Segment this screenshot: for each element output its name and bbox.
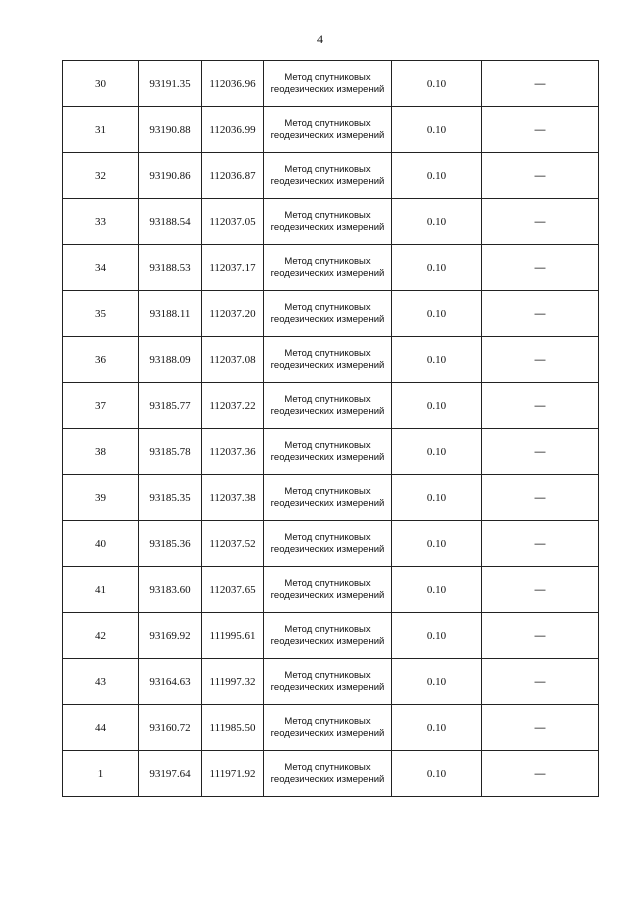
table-row bbox=[63, 475, 599, 521]
table-row bbox=[63, 659, 599, 705]
point-number-cell-value: 42 bbox=[95, 629, 106, 642]
method-text-line: Метод спутниковых bbox=[284, 163, 371, 175]
table-row bbox=[63, 751, 599, 797]
coordinate-x-cell bbox=[139, 107, 202, 153]
method-text-line: Метод спутниковых bbox=[284, 577, 371, 589]
coordinate-x-cell-value: 93160.72 bbox=[149, 721, 191, 734]
coordinate-x-cell bbox=[139, 751, 202, 797]
coordinate-y-cell bbox=[202, 567, 264, 613]
method-text-line: Метод спутниковых bbox=[284, 209, 371, 221]
method-cell bbox=[264, 383, 392, 429]
description-cell bbox=[482, 429, 599, 475]
accuracy-cell-value: 0.10 bbox=[426, 261, 447, 274]
coordinate-y-cell-value: 111971.92 bbox=[209, 767, 256, 780]
point-number-cell-value: 33 bbox=[95, 215, 106, 228]
description-cell-value: — bbox=[534, 767, 546, 780]
coordinate-y-cell-value: 112037.20 bbox=[209, 307, 256, 320]
description-cell bbox=[482, 199, 599, 245]
description-cell bbox=[482, 705, 599, 751]
method-cell bbox=[264, 613, 392, 659]
method-text-line: геодезических измерений bbox=[270, 175, 385, 187]
description-cell-value: — bbox=[534, 491, 546, 504]
accuracy-cell-value: 0.10 bbox=[426, 77, 447, 90]
description-cell-value: — bbox=[534, 537, 546, 550]
coordinate-y-cell bbox=[202, 199, 264, 245]
table-row bbox=[63, 245, 599, 291]
table-row bbox=[63, 199, 599, 245]
point-number-cell-value: 39 bbox=[95, 491, 106, 504]
table-row bbox=[63, 383, 599, 429]
accuracy-cell-value: 0.10 bbox=[426, 721, 447, 734]
accuracy-cell-value: 0.10 bbox=[426, 169, 447, 182]
coordinate-y-cell-value: 112037.08 bbox=[209, 353, 256, 366]
accuracy-cell bbox=[392, 659, 482, 705]
accuracy-cell bbox=[392, 705, 482, 751]
accuracy-cell bbox=[392, 61, 482, 107]
point-number-cell-value: 38 bbox=[95, 445, 106, 458]
method-text-line: геодезических измерений bbox=[270, 543, 385, 555]
accuracy-cell-value: 0.10 bbox=[426, 629, 447, 642]
method-text-line: Метод спутниковых bbox=[284, 393, 371, 405]
description-cell bbox=[482, 475, 599, 521]
method-cell bbox=[264, 153, 392, 199]
coordinate-x-cell-value: 93183.60 bbox=[149, 583, 191, 596]
method-text-line: геодезических измерений bbox=[270, 497, 385, 509]
method-cell bbox=[264, 659, 392, 705]
accuracy-cell-value: 0.10 bbox=[426, 353, 447, 366]
point-number-cell-value: 31 bbox=[95, 123, 106, 136]
method-text-line: Метод спутниковых bbox=[284, 301, 371, 313]
accuracy-cell-value: 0.10 bbox=[426, 445, 447, 458]
point-number-cell-value: 44 bbox=[95, 721, 106, 734]
method-cell bbox=[264, 291, 392, 337]
method-cell bbox=[264, 337, 392, 383]
coordinate-y-cell-value: 112037.05 bbox=[209, 215, 256, 228]
description-cell-value: — bbox=[534, 169, 546, 182]
description-cell-value: — bbox=[534, 307, 546, 320]
coordinate-x-cell-value: 93190.86 bbox=[149, 169, 191, 182]
description-cell-value: — bbox=[534, 353, 546, 366]
description-cell bbox=[482, 107, 599, 153]
description-cell bbox=[482, 153, 599, 199]
coordinate-y-cell-value: 111995.61 bbox=[209, 629, 256, 642]
accuracy-cell-value: 0.10 bbox=[426, 307, 447, 320]
point-number-cell-value: 34 bbox=[95, 261, 106, 274]
accuracy-cell bbox=[392, 613, 482, 659]
coordinate-x-cell-value: 93185.35 bbox=[149, 491, 191, 504]
coordinate-y-cell bbox=[202, 337, 264, 383]
coordinate-x-cell bbox=[139, 245, 202, 291]
coordinate-y-cell bbox=[202, 659, 264, 705]
method-text-line: Метод спутниковых bbox=[284, 623, 371, 635]
point-number-cell bbox=[63, 429, 139, 475]
coordinate-y-cell-value: 112037.52 bbox=[209, 537, 256, 550]
coordinate-x-cell bbox=[139, 199, 202, 245]
description-cell bbox=[482, 245, 599, 291]
accuracy-cell bbox=[392, 291, 482, 337]
method-text-line: геодезических измерений bbox=[270, 451, 385, 463]
method-text-line: Метод спутниковых bbox=[284, 439, 371, 451]
point-number-cell-value: 37 bbox=[95, 399, 106, 412]
table-row bbox=[63, 337, 599, 383]
point-number-cell bbox=[63, 199, 139, 245]
point-number-cell bbox=[63, 153, 139, 199]
description-cell-value: — bbox=[534, 399, 546, 412]
accuracy-cell-value: 0.10 bbox=[426, 491, 447, 504]
accuracy-cell-value: 0.10 bbox=[426, 399, 447, 412]
coordinate-y-cell bbox=[202, 521, 264, 567]
coordinate-x-cell bbox=[139, 613, 202, 659]
point-number-cell bbox=[63, 245, 139, 291]
accuracy-cell-value: 0.10 bbox=[426, 215, 447, 228]
coordinate-y-cell-value: 111997.32 bbox=[209, 675, 256, 688]
method-text-line: геодезических измерений bbox=[270, 773, 385, 785]
coordinate-y-cell-value: 112037.36 bbox=[209, 445, 256, 458]
point-number-cell bbox=[63, 659, 139, 705]
coordinate-x-cell-value: 93190.88 bbox=[149, 123, 191, 136]
coordinate-x-cell bbox=[139, 567, 202, 613]
table-row bbox=[63, 153, 599, 199]
description-cell bbox=[482, 61, 599, 107]
point-number-cell-value: 41 bbox=[95, 583, 106, 596]
method-text-line: геодезических измерений bbox=[270, 681, 385, 693]
accuracy-cell-value: 0.10 bbox=[426, 675, 447, 688]
method-text-line: геодезических измерений bbox=[270, 359, 385, 371]
point-number-cell bbox=[63, 567, 139, 613]
accuracy-cell bbox=[392, 383, 482, 429]
method-cell bbox=[264, 521, 392, 567]
method-cell bbox=[264, 61, 392, 107]
point-number-cell-value: 1 bbox=[97, 767, 104, 780]
method-text-line: геодезических измерений bbox=[270, 589, 385, 601]
coordinate-x-cell-value: 93188.09 bbox=[149, 353, 191, 366]
accuracy-cell bbox=[392, 245, 482, 291]
coordinate-x-cell-value: 93164.63 bbox=[149, 675, 191, 688]
accuracy-cell-value: 0.10 bbox=[426, 537, 447, 550]
coordinate-y-cell-value: 112036.87 bbox=[209, 169, 256, 182]
description-cell-value: — bbox=[534, 445, 546, 458]
table-row bbox=[63, 61, 599, 107]
coordinate-x-cell-value: 93188.53 bbox=[149, 261, 191, 274]
method-text-line: геодезических измерений bbox=[270, 129, 385, 141]
method-cell bbox=[264, 475, 392, 521]
coordinate-x-cell bbox=[139, 659, 202, 705]
coordinate-x-cell-value: 93185.36 bbox=[149, 537, 191, 550]
coordinate-x-cell-value: 93185.77 bbox=[149, 399, 191, 412]
coordinate-x-cell bbox=[139, 705, 202, 751]
coordinate-x-cell bbox=[139, 521, 202, 567]
method-text-line: Метод спутниковых bbox=[284, 531, 371, 543]
table-row bbox=[63, 567, 599, 613]
coordinate-y-cell bbox=[202, 61, 264, 107]
point-number-cell bbox=[63, 291, 139, 337]
accuracy-cell bbox=[392, 199, 482, 245]
method-text-line: геодезических измерений bbox=[270, 405, 385, 417]
coordinate-x-cell bbox=[139, 429, 202, 475]
page-number: 4 bbox=[317, 32, 323, 46]
point-number-cell bbox=[63, 61, 139, 107]
coordinate-y-cell bbox=[202, 245, 264, 291]
coordinate-y-cell-value: 112037.22 bbox=[209, 399, 256, 412]
description-cell-value: — bbox=[534, 583, 546, 596]
point-number-cell bbox=[63, 751, 139, 797]
method-cell bbox=[264, 199, 392, 245]
coordinate-y-cell bbox=[202, 291, 264, 337]
method-cell bbox=[264, 107, 392, 153]
coordinate-x-cell-value: 93197.64 bbox=[149, 767, 191, 780]
method-cell bbox=[264, 567, 392, 613]
point-number-cell-value: 30 bbox=[95, 77, 106, 90]
coordinate-x-cell bbox=[139, 337, 202, 383]
accuracy-cell bbox=[392, 429, 482, 475]
method-cell bbox=[264, 245, 392, 291]
description-cell bbox=[482, 521, 599, 567]
method-text-line: Метод спутниковых bbox=[284, 255, 371, 267]
method-cell bbox=[264, 705, 392, 751]
coordinate-x-cell-value: 93191.35 bbox=[149, 77, 191, 90]
description-cell-value: — bbox=[534, 123, 546, 136]
coordinate-y-cell bbox=[202, 153, 264, 199]
method-text-line: Метод спутниковых bbox=[284, 761, 371, 773]
accuracy-cell bbox=[392, 521, 482, 567]
method-cell bbox=[264, 751, 392, 797]
coordinate-y-cell-value: 112037.38 bbox=[209, 491, 256, 504]
coordinate-y-cell bbox=[202, 429, 264, 475]
method-text-line: геодезических измерений bbox=[270, 313, 385, 325]
accuracy-cell-value: 0.10 bbox=[426, 123, 447, 136]
description-cell-value: — bbox=[534, 77, 546, 90]
accuracy-cell bbox=[392, 475, 482, 521]
description-cell-value: — bbox=[534, 721, 546, 734]
accuracy-cell bbox=[392, 107, 482, 153]
description-cell bbox=[482, 291, 599, 337]
coordinate-x-cell bbox=[139, 291, 202, 337]
method-text-line: геодезических измерений bbox=[270, 267, 385, 279]
method-text-line: Метод спутниковых bbox=[284, 485, 371, 497]
point-number-cell-value: 32 bbox=[95, 169, 106, 182]
coordinate-y-cell bbox=[202, 613, 264, 659]
coordinate-y-cell bbox=[202, 705, 264, 751]
description-cell-value: — bbox=[534, 629, 546, 642]
accuracy-cell bbox=[392, 751, 482, 797]
method-text-line: геодезических измерений bbox=[270, 221, 385, 233]
coordinate-y-cell bbox=[202, 107, 264, 153]
accuracy-cell bbox=[392, 153, 482, 199]
description-cell bbox=[482, 751, 599, 797]
coordinate-x-cell bbox=[139, 383, 202, 429]
table-row bbox=[63, 107, 599, 153]
point-number-cell bbox=[63, 475, 139, 521]
accuracy-cell bbox=[392, 337, 482, 383]
description-cell-value: — bbox=[534, 675, 546, 688]
point-number-cell bbox=[63, 337, 139, 383]
coordinate-y-cell bbox=[202, 383, 264, 429]
table-row bbox=[63, 613, 599, 659]
table-row bbox=[63, 429, 599, 475]
table-row bbox=[63, 521, 599, 567]
method-text-line: геодезических измерений bbox=[270, 727, 385, 739]
method-cell bbox=[264, 429, 392, 475]
point-number-cell bbox=[63, 705, 139, 751]
coordinate-y-cell bbox=[202, 751, 264, 797]
method-text-line: Метод спутниковых bbox=[284, 715, 371, 727]
coordinate-x-cell-value: 93188.54 bbox=[149, 215, 191, 228]
description-cell bbox=[482, 383, 599, 429]
point-number-cell-value: 36 bbox=[95, 353, 106, 366]
point-number-cell bbox=[63, 521, 139, 567]
table-row bbox=[63, 705, 599, 751]
coordinate-x-cell bbox=[139, 475, 202, 521]
coordinate-x-cell-value: 93169.92 bbox=[149, 629, 191, 642]
description-cell bbox=[482, 613, 599, 659]
coordinate-y-cell-value: 111985.50 bbox=[209, 721, 256, 734]
description-cell bbox=[482, 659, 599, 705]
method-text-line: геодезических измерений bbox=[270, 635, 385, 647]
coordinate-y-cell-value: 112037.65 bbox=[209, 583, 256, 596]
accuracy-cell bbox=[392, 567, 482, 613]
method-text-line: Метод спутниковых bbox=[284, 669, 371, 681]
description-cell-value: — bbox=[534, 261, 546, 274]
coordinate-y-cell-value: 112036.99 bbox=[209, 123, 256, 136]
coordinate-y-cell-value: 112036.96 bbox=[209, 77, 256, 90]
point-number-cell-value: 35 bbox=[95, 307, 106, 320]
coordinate-y-cell-value: 112037.17 bbox=[209, 261, 256, 274]
coordinate-y-cell bbox=[202, 475, 264, 521]
method-text-line: Метод спутниковых bbox=[284, 71, 371, 83]
method-text-line: геодезических измерений bbox=[270, 83, 385, 95]
coordinate-x-cell-value: 93185.78 bbox=[149, 445, 191, 458]
point-number-cell-value: 43 bbox=[95, 675, 106, 688]
coordinate-x-cell bbox=[139, 61, 202, 107]
point-number-cell bbox=[63, 383, 139, 429]
accuracy-cell-value: 0.10 bbox=[426, 767, 447, 780]
description-cell bbox=[482, 567, 599, 613]
point-number-cell bbox=[63, 613, 139, 659]
description-cell bbox=[482, 337, 599, 383]
point-number-cell-value: 40 bbox=[95, 537, 106, 550]
method-text-line: Метод спутниковых bbox=[284, 117, 371, 129]
coordinate-x-cell bbox=[139, 153, 202, 199]
point-number-cell bbox=[63, 107, 139, 153]
accuracy-cell-value: 0.10 bbox=[426, 583, 447, 596]
description-cell-value: — bbox=[534, 215, 546, 228]
table-row bbox=[63, 291, 599, 337]
coordinates-table-body bbox=[63, 61, 599, 797]
method-text-line: Метод спутниковых bbox=[284, 347, 371, 359]
coordinates-table bbox=[62, 60, 599, 797]
coordinate-x-cell-value: 93188.11 bbox=[149, 307, 191, 320]
